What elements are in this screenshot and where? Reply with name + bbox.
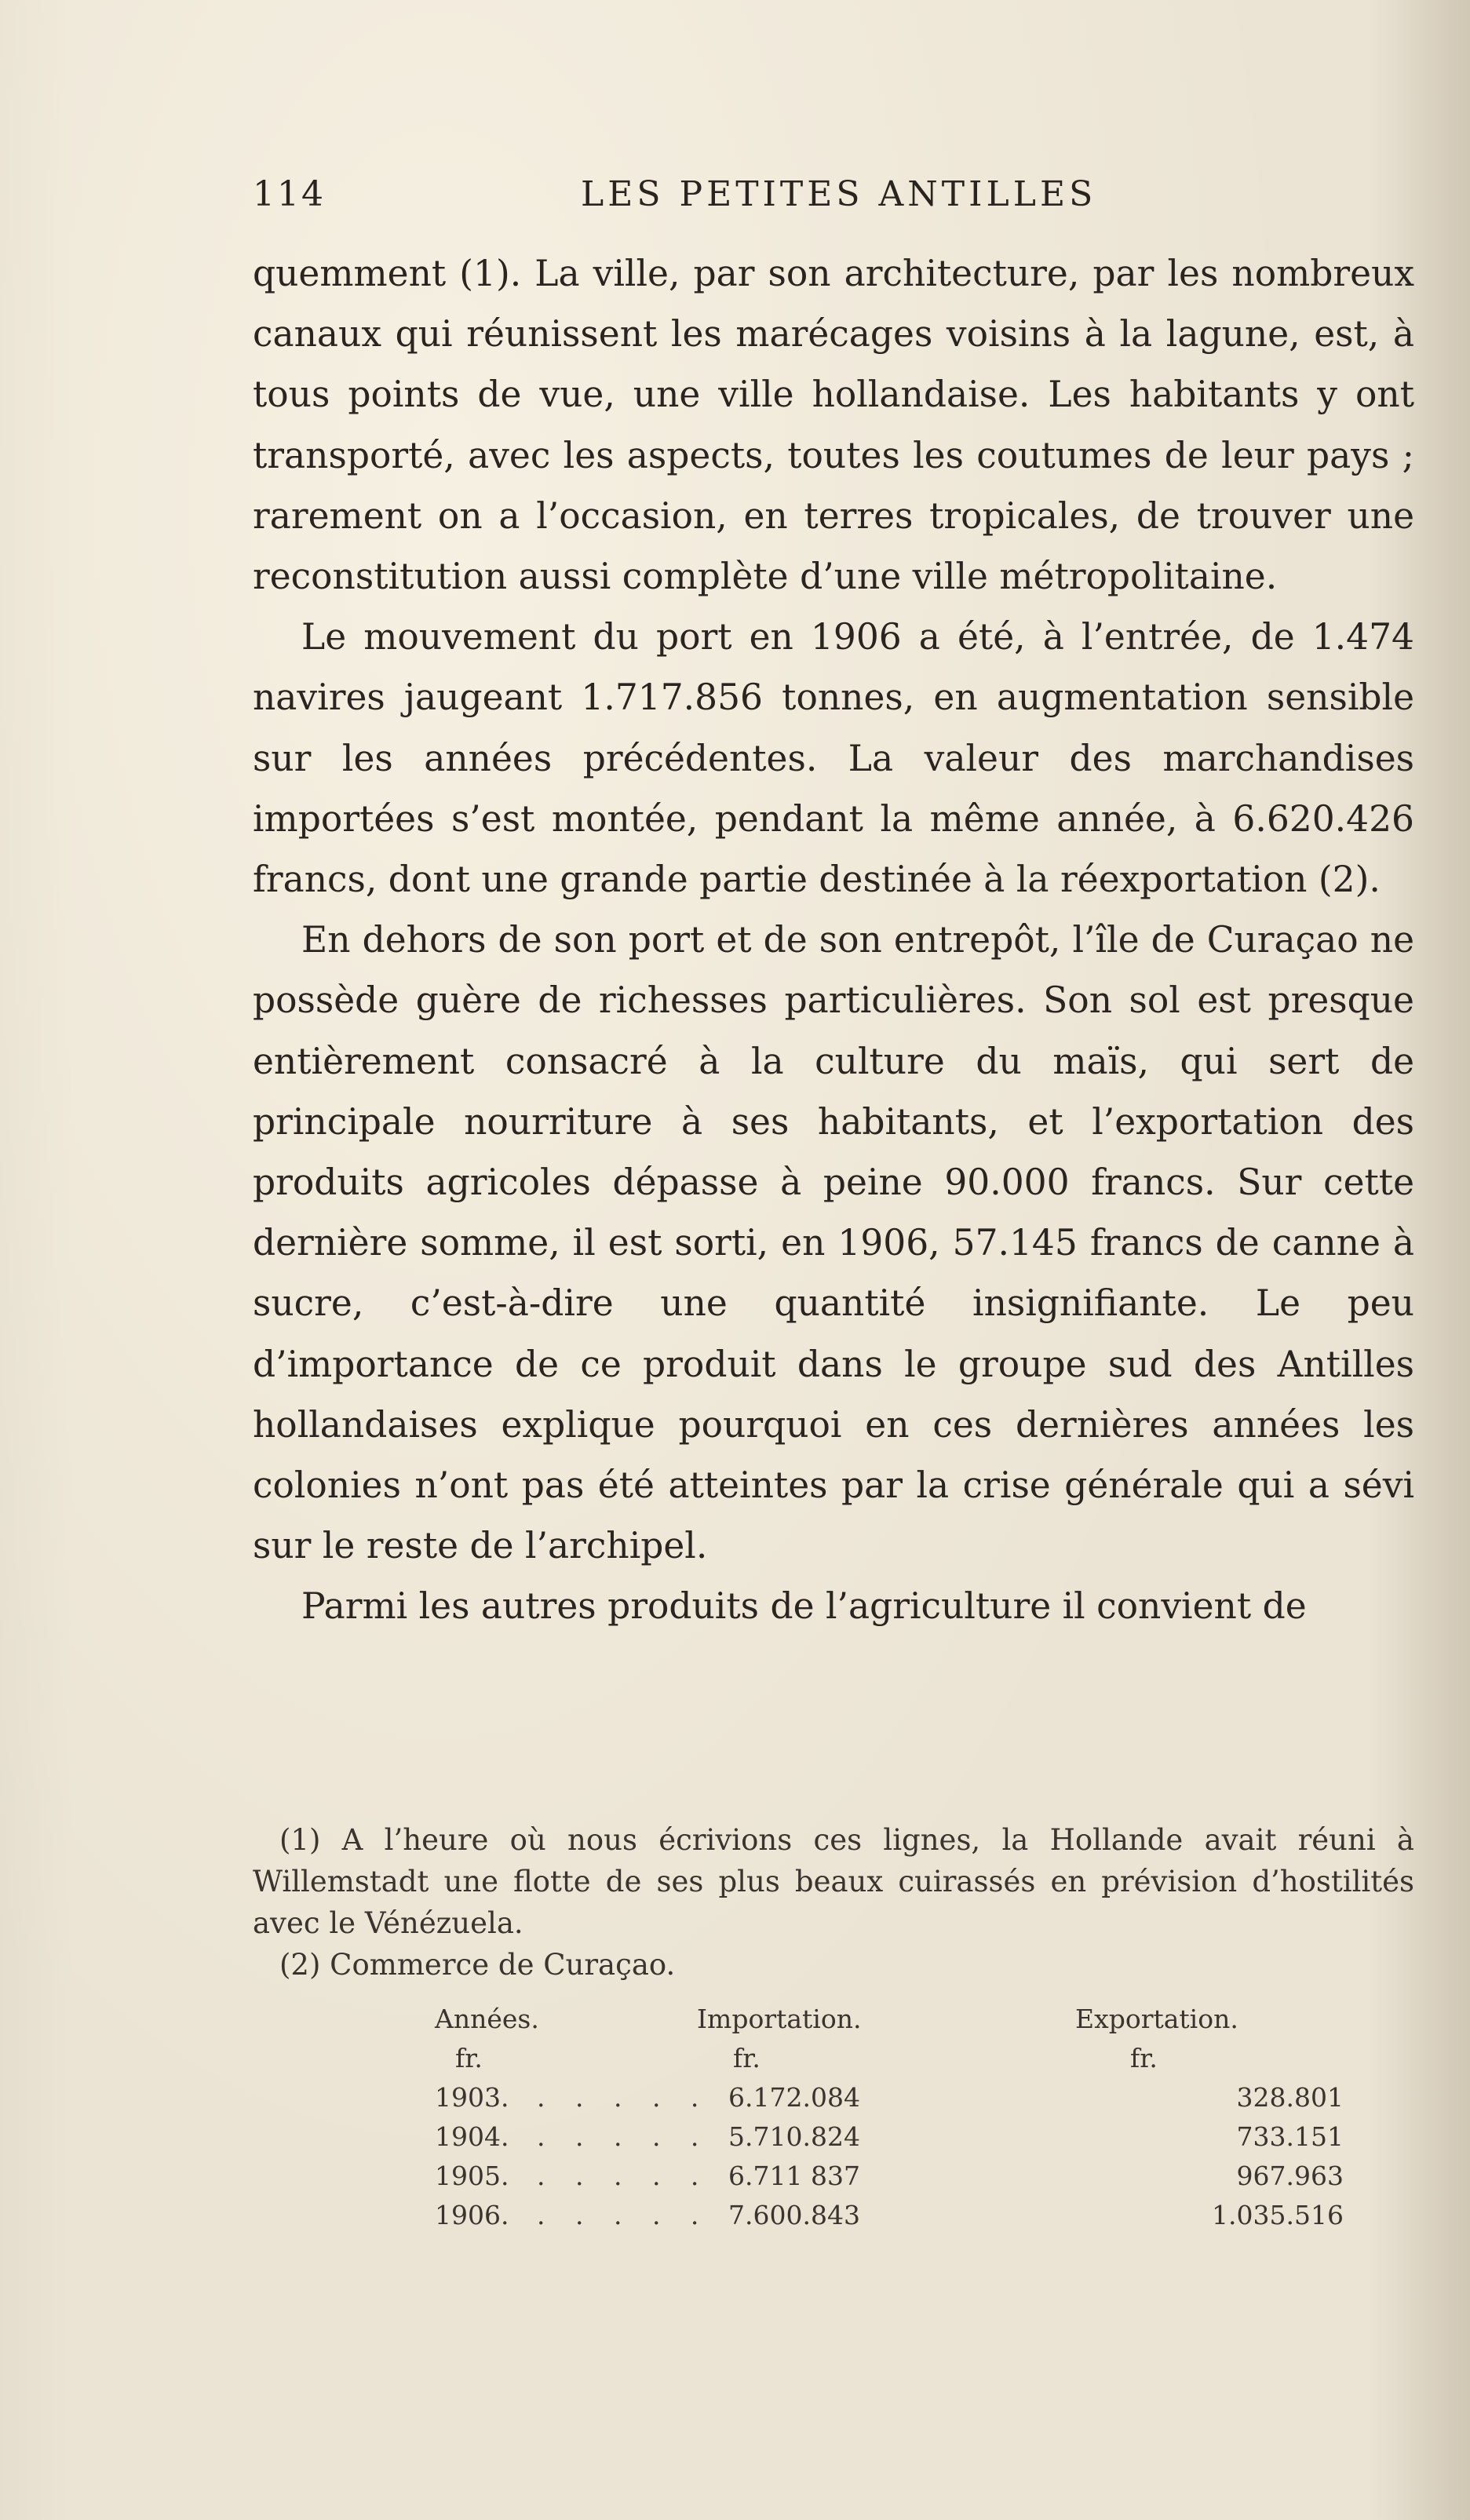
row-exports: 328.801 bbox=[1236, 2082, 1344, 2113]
unit-imports: fr. bbox=[733, 2043, 761, 2073]
trade-table bbox=[253, 2000, 1414, 2235]
row-year: 1905. bbox=[435, 2161, 509, 2191]
row-imports: 7.600.843 bbox=[728, 2200, 860, 2230]
paragraph-agriculture: En dehors de son port et de son entrepôt, l’île de Curaçao ne possède guère de richesses particulières. Son sol est presque entièrement consacré à la culture du maïs, qui sert de principale nourriture à ses habitants, et l’exportation des produits agricoles dépasse à peine 90.000 francs. Sur cette dernière somme, il est sorti, en 1906, 57.145 francs de canne à sucre, c’est-à-dire une quantité insignifiante. Le peu d’importance de ce produit dans le groupe sud des Antilles hollandaises explique pourquoi en ces dernières années les colonies n’ont pas été atteintes par la crise générale qui a sévi sur le reste de l’archipel. bbox=[253, 919, 1414, 1567]
row-imports: 6.172.084 bbox=[728, 2082, 860, 2113]
column-header-imports: Importation. bbox=[697, 2004, 862, 2034]
footnote-1: (1) A l’heure où nous écrivions ces lignes, la Hollande avait réuni à Willemstadt une flotte de ses plus beaux cuirassés en prévision d’hostilités avec le Vénézuela. bbox=[253, 1823, 1414, 1940]
footnotes bbox=[253, 1819, 1414, 1986]
row-leader: . . . . . bbox=[537, 2200, 710, 2230]
paragraph-port-traffic: Le mouvement du port en 1906 a été, à l’entrée, de 1.474 navires jaugeant 1.717.856 tonnes, en augmentation sensible sur les années précédentes. La valeur des marchandises importées s’est montée, pendant la même année, à 6.620.426 francs, dont une grande partie destinée à la réexportation (2). bbox=[253, 616, 1414, 901]
column-header-years: Années. bbox=[435, 2004, 539, 2034]
unit-exports: fr. bbox=[1130, 2043, 1158, 2073]
running-head bbox=[253, 174, 1414, 221]
table-units-row bbox=[253, 2039, 1414, 2078]
book-page bbox=[253, 0, 1414, 2520]
unit-years: fr. bbox=[455, 2043, 483, 2073]
row-exports: 967.963 bbox=[1236, 2161, 1344, 2191]
running-head-title: LES PETITES ANTILLES bbox=[581, 174, 1097, 214]
row-leader: . . . . . bbox=[537, 2082, 710, 2113]
row-exports: 733.151 bbox=[1236, 2121, 1344, 2152]
footnote-2: (2) Commerce de Curaçao. bbox=[279, 1948, 676, 1982]
row-year: 1903. bbox=[435, 2082, 509, 2113]
row-year: 1904. bbox=[435, 2121, 509, 2152]
paragraph-continued: quemment (1). La ville, par son architecture, par les nombreux canaux qui réunissent les marécages voisins à la lagune, est, à tous points de vue, une ville hollandaise. Les habitants y ont transporté, avec les aspects, toutes les coutumes de leur pays ; rarement on a l’occasion, en terres tropicales, de trouver une reconstitution aussi complète d’une ville métropolitaine. bbox=[253, 253, 1414, 598]
table-row bbox=[253, 2117, 1414, 2157]
row-imports: 6.711 837 bbox=[728, 2161, 860, 2191]
page-number: 114 bbox=[253, 174, 326, 214]
column-header-exports: Exportation. bbox=[1075, 2004, 1238, 2034]
row-year: 1906. bbox=[435, 2200, 509, 2230]
row-leader: . . . . . bbox=[537, 2121, 710, 2152]
row-exports: 1.035.516 bbox=[1212, 2200, 1344, 2230]
table-row bbox=[253, 2196, 1414, 2235]
row-leader: . . . . . bbox=[537, 2161, 710, 2191]
table-row bbox=[253, 2157, 1414, 2196]
body-text bbox=[253, 243, 1414, 1637]
row-imports: 5.710.824 bbox=[728, 2121, 860, 2152]
table-header-row bbox=[253, 2000, 1414, 2039]
paragraph-other-products: Parmi les autres produits de l’agriculture il convient de bbox=[301, 1585, 1307, 1628]
table-row bbox=[253, 2078, 1414, 2117]
